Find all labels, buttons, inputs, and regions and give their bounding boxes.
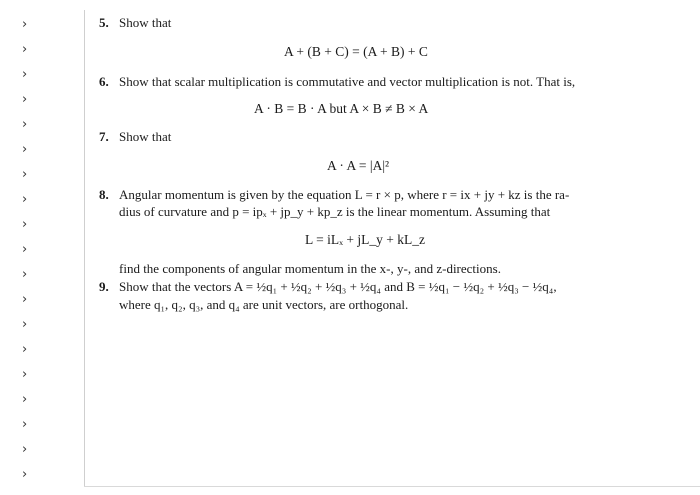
binding-mark: › <box>22 67 28 82</box>
problem-8-line-3 <box>99 261 689 277</box>
binding-mark: › <box>22 317 28 332</box>
binding-mark: › <box>22 267 28 282</box>
binding-mark: › <box>22 442 28 457</box>
binding-mark: › <box>22 192 28 207</box>
problem-9-line-2 <box>99 297 689 313</box>
binding-mark: › <box>22 17 28 32</box>
problem-number: 7. <box>99 129 109 144</box>
binding-mark: › <box>22 92 28 107</box>
problem-7 <box>99 129 689 145</box>
problem-8 <box>99 187 689 203</box>
problem-5-equation: A + (B + C) = (A + B) + C <box>284 44 428 59</box>
problem-text: Show that <box>119 129 172 144</box>
page-bottom-rule <box>84 486 700 487</box>
problem-9 <box>99 279 689 295</box>
problem-number: 6. <box>99 74 109 89</box>
binding-mark: › <box>22 242 28 257</box>
binding-mark: › <box>22 392 28 407</box>
binding-mark: › <box>22 117 28 132</box>
problem-text: Show that <box>119 15 172 30</box>
binding-mark: › <box>22 167 28 182</box>
binding-mark: › <box>22 217 28 232</box>
problem-6-equation: A · B = B · A but A × B ≠ B × A <box>254 101 429 116</box>
binding-mark: › <box>22 142 28 157</box>
problem-7-equation: A · A = |A|² <box>327 158 390 173</box>
problem-text-line-2: where q₁, q₂, q₃, and q₄ are unit vectors, are orthogonal. <box>119 297 409 312</box>
problem-5 <box>99 15 689 31</box>
binding-mark: › <box>22 367 28 382</box>
problem-number: 9. <box>99 279 109 294</box>
problem-text-line-2: dius of curvature and p = ipₓ + jp_y + kp_z is the linear momentum. Assuming that <box>119 204 551 219</box>
problem-8-line-2 <box>99 204 689 220</box>
problem-6 <box>99 74 689 90</box>
problem-number: 5. <box>99 15 109 30</box>
problem-text-line-1: Show that the vectors A = ½q₁ + ½q₂ + ½q₃ + ½q₄ and B = ½q₁ − ½q₂ + ½q₃ − ½q₄, <box>119 279 557 294</box>
binding-mark: › <box>22 42 28 57</box>
problem-text-line-3: find the components of angular momentum in the x-, y-, and z-directions. <box>119 261 501 276</box>
binding-mark: › <box>22 342 28 357</box>
problem-number: 8. <box>99 187 109 202</box>
problem-text: Show that scalar multiplication is commutative and vector multiplication is not. That is, <box>119 74 576 89</box>
binding-mark: › <box>22 292 28 307</box>
binding-mark: › <box>22 417 28 432</box>
page-left-rule <box>84 10 85 487</box>
binding-mark: › <box>22 467 28 482</box>
problem-text-line-1: Angular momentum is given by the equation L = r × p, where r = ix + jy + kz is the ra- <box>119 187 570 202</box>
binding-marks <box>22 0 52 495</box>
problem-8-equation: L = iLₓ + jL_y + kL_z <box>305 232 425 247</box>
